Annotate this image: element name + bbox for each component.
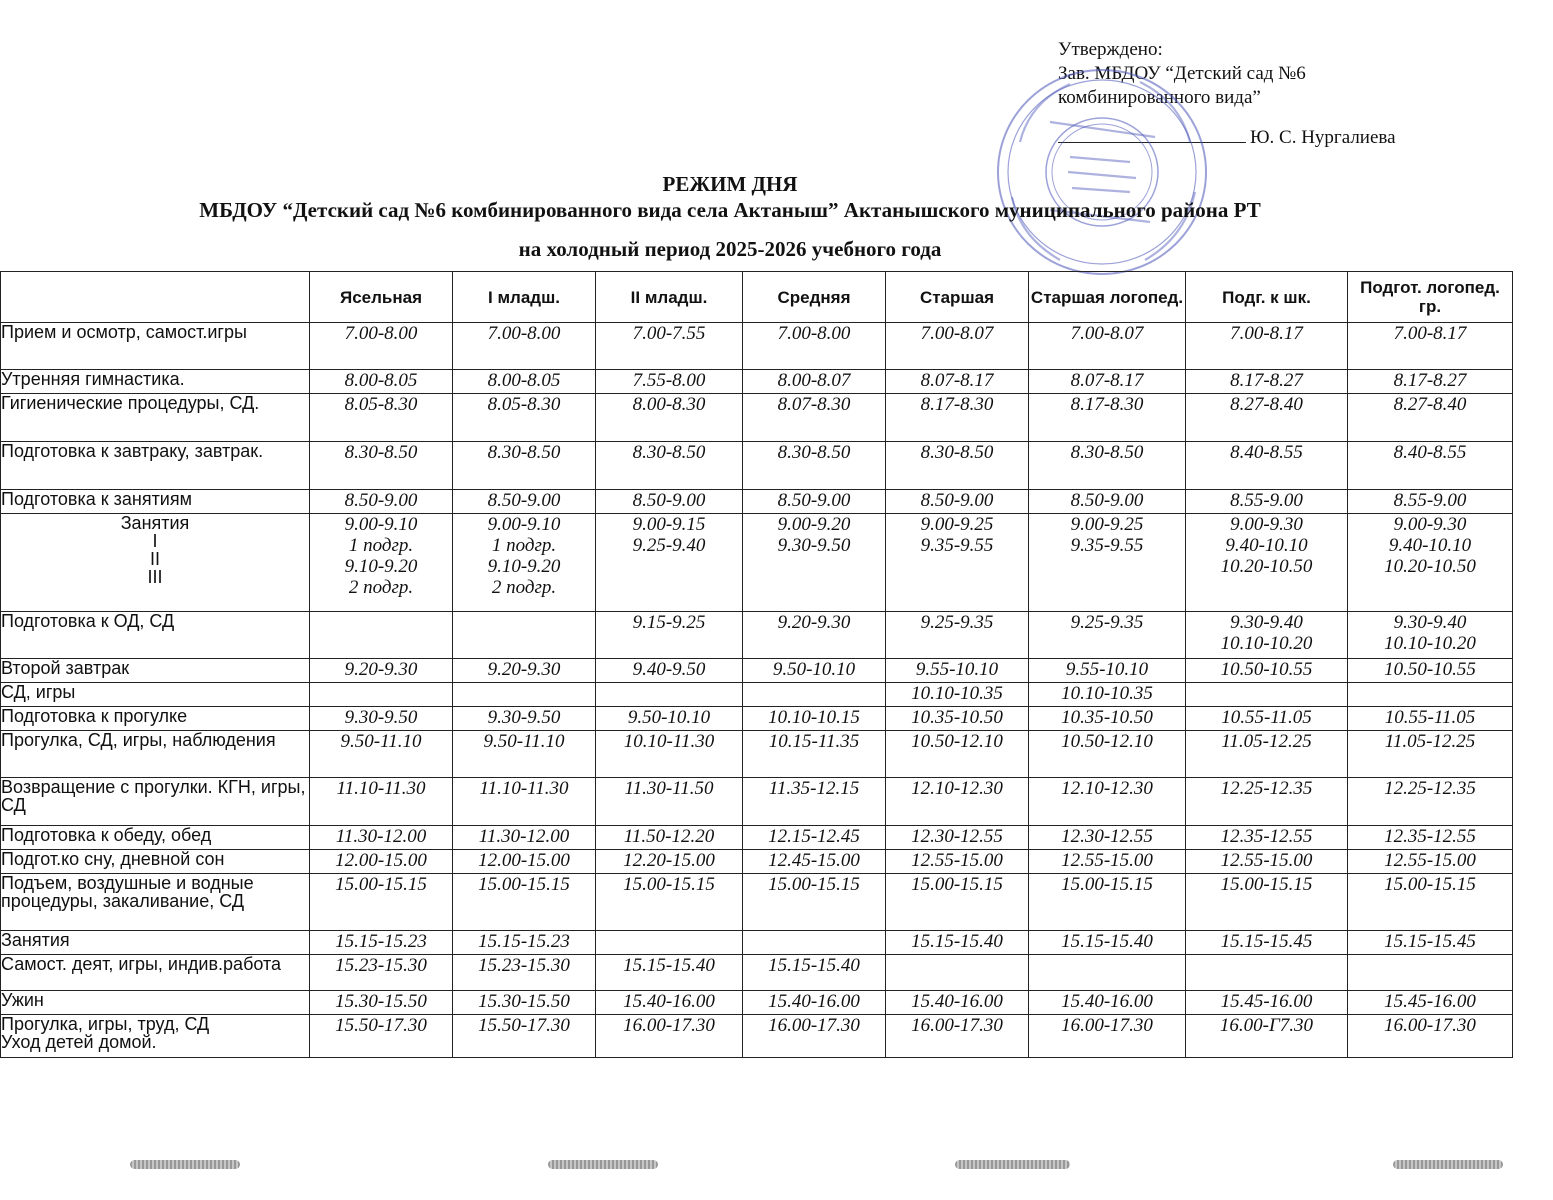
time-cell: 9.20-9.30 [453,659,596,683]
table-row [1,394,1513,442]
time-cell: 12.35-12.55 [1186,826,1348,850]
time-cell: 15.00-15.15 [1029,874,1186,931]
time-cell: 8.17-8.27 [1186,370,1348,394]
table-row [1,323,1513,370]
time-cell [1186,683,1348,707]
time-cell: 8.00-8.30 [596,394,743,442]
time-cell: 9.55-10.10 [1029,659,1186,683]
time-cell: 15.40-16.00 [743,991,886,1015]
time-cell: 12.30-12.55 [886,826,1029,850]
time-cell: 9.50-10.10 [743,659,886,683]
time-cell: 9.50-11.10 [310,731,453,778]
time-cell: 8.30-8.50 [596,442,743,490]
time-cell [596,931,743,955]
scan-artifact [1393,1160,1503,1169]
time-cell: 12.25-12.35 [1186,778,1348,826]
time-cell: 15.23-15.30 [453,955,596,991]
activity-cell: Подготовка к завтраку, завтрак. [1,442,310,490]
time-cell: 12.55-15.00 [1348,850,1513,874]
time-cell: 15.00-15.15 [743,874,886,931]
time-cell: 8.00-8.05 [310,370,453,394]
time-cell: 11.30-11.50 [596,778,743,826]
time-cell: 16.00-Г7.30 [1186,1015,1348,1058]
time-cell: 10.35-10.50 [1029,707,1186,731]
time-cell: 11.10-11.30 [310,778,453,826]
header-cell-activity [1,272,310,323]
time-cell: 16.00-17.30 [1029,1015,1186,1058]
time-cell: 7.00-8.17 [1348,323,1513,370]
time-cell: 9.00-9.10 1 подгр. 9.10-9.20 2 подгр. [453,514,596,612]
time-cell: 7.00-7.55 [596,323,743,370]
header-cell-nursery: Ясельная [310,272,453,323]
time-cell: 12.55-15.00 [1186,850,1348,874]
activity-cell: Подготовка к ОД, СД [1,612,310,659]
scan-artifact [130,1160,240,1169]
time-cell: 15.00-15.15 [596,874,743,931]
time-cell [743,683,886,707]
time-cell: 12.00-15.00 [310,850,453,874]
approver-name: Ю. С. Нургалиева [1250,127,1396,148]
time-cell: 12.10-12.30 [886,778,1029,826]
activity-cell: Занятия [1,931,310,955]
time-cell: 9.00-9.25 9.35-9.55 [886,514,1029,612]
period-title: на холодный период 2025-2026 учебного года [518,237,942,261]
approval-position-line2: комбинированного вида” [1058,87,1261,108]
time-cell: 9.55-10.10 [886,659,1029,683]
header-row [1,272,1513,323]
time-cell: 10.15-11.35 [743,731,886,778]
table-row [1,874,1513,931]
time-cell: 12.55-15.00 [1029,850,1186,874]
time-cell: 15.00-15.15 [1186,874,1348,931]
time-cell: 10.10-10.35 [886,683,1029,707]
activity-cell: Возвращение с прогулки. КГН, игры, СД [1,778,310,826]
time-cell: 9.00-9.10 1 подгр. 9.10-9.20 2 подгр. [310,514,453,612]
time-cell: 9.25-9.35 [1029,612,1186,659]
time-cell: 16.00-17.30 [886,1015,1029,1058]
time-cell: 7.00-8.07 [886,323,1029,370]
table-row [1,442,1513,490]
activity-cell: Второй завтрак [1,659,310,683]
time-cell [1348,955,1513,991]
time-cell: 12.30-12.55 [1029,826,1186,850]
time-cell: 15.30-15.50 [453,991,596,1015]
table-row [1,778,1513,826]
table-row [1,955,1513,991]
time-cell: 9.30-9.50 [453,707,596,731]
time-cell: 8.17-8.30 [1029,394,1186,442]
time-cell: 12.10-12.30 [1029,778,1186,826]
time-cell: 9.30-9.50 [310,707,453,731]
activity-cell: Подъем, воздушные и водные процедуры, закаливание, СД [1,874,310,931]
time-cell: 10.50-10.55 [1186,659,1348,683]
time-cell: 15.15-15.23 [310,931,453,955]
time-cell: 15.00-15.15 [886,874,1029,931]
signature-row [1058,124,1528,150]
time-cell: 15.00-15.15 [453,874,596,931]
time-cell [1348,683,1513,707]
time-cell: 12.20-15.00 [596,850,743,874]
time-cell: 15.40-16.00 [886,991,1029,1015]
time-cell: 12.55-15.00 [886,850,1029,874]
time-cell: 8.17-8.30 [886,394,1029,442]
time-cell: 8.30-8.50 [886,442,1029,490]
page-title: РЕЖИМ ДНЯ [662,172,798,196]
time-cell: 10.50-12.10 [886,731,1029,778]
time-cell: 9.30-9.40 10.10-10.20 [1348,612,1513,659]
time-cell: 9.25-9.35 [886,612,1029,659]
time-cell [596,683,743,707]
time-cell: 10.10-11.30 [596,731,743,778]
time-cell: 8.05-8.30 [310,394,453,442]
table-row [1,991,1513,1015]
time-cell [453,612,596,659]
time-cell [453,683,596,707]
time-cell: 8.50-9.00 [743,490,886,514]
time-cell: 15.30-15.50 [310,991,453,1015]
time-cell: 8.30-8.50 [310,442,453,490]
time-cell: 9.20-9.30 [310,659,453,683]
time-cell: 16.00-17.30 [1348,1015,1513,1058]
time-cell: 9.00-9.30 9.40-10.10 10.20-10.50 [1186,514,1348,612]
time-cell: 10.50-12.10 [1029,731,1186,778]
activity-cell: Подготовка к обеду, обед [1,826,310,850]
time-cell: 15.00-15.15 [310,874,453,931]
header-cell-junior-1: I младш. [453,272,596,323]
header-cell-junior-2: II младш. [596,272,743,323]
activity-cell: Самост. деят, игры, индив.работа [1,955,310,991]
table-row [1,707,1513,731]
time-cell: 8.00-8.05 [453,370,596,394]
time-cell: 15.50-17.30 [453,1015,596,1058]
time-cell: 9.00-9.15 9.25-9.40 [596,514,743,612]
time-cell: 11.30-12.00 [310,826,453,850]
table-row [1,612,1513,659]
time-cell: 10.55-11.05 [1348,707,1513,731]
time-cell: 9.40-9.50 [596,659,743,683]
time-cell: 11.10-11.30 [453,778,596,826]
time-cell: 15.00-15.15 [1348,874,1513,931]
time-cell: 8.50-9.00 [596,490,743,514]
table-row [1,1015,1513,1058]
activity-cell: Занятия I II III [1,514,310,612]
time-cell: 15.15-15.40 [596,955,743,991]
time-cell: 9.00-9.25 9.35-9.55 [1029,514,1186,612]
time-cell: 10.55-11.05 [1186,707,1348,731]
time-cell: 16.00-17.30 [743,1015,886,1058]
approval-label: Утверждено: [1058,39,1163,60]
time-cell: 11.35-12.15 [743,778,886,826]
time-cell: 8.07-8.30 [743,394,886,442]
time-cell: 8.40-8.55 [1348,442,1513,490]
scan-artifact [548,1160,658,1169]
table-row [1,731,1513,778]
table-row [1,490,1513,514]
table-row [1,850,1513,874]
time-cell: 9.50-10.10 [596,707,743,731]
time-cell: 15.45-16.00 [1186,991,1348,1015]
institution-title: МБДОУ “Детский сад №6 комбинированного вида села Актаныш” Актанышского муниципального района РТ [199,198,1261,222]
time-cell [310,612,453,659]
time-cell: 8.50-9.00 [886,490,1029,514]
activity-cell: СД, игры [1,683,310,707]
time-cell: 15.15-15.45 [1348,931,1513,955]
schedule-body [1,323,1513,1058]
activity-cell: Прогулка, игры, труд, СД Уход детей домой. [1,1015,310,1058]
header-cell-preschool: Подг. к шк. [1186,272,1348,323]
time-cell: 9.20-9.30 [743,612,886,659]
time-cell: 8.40-8.55 [1186,442,1348,490]
time-cell: 15.45-16.00 [1348,991,1513,1015]
time-cell: 15.15-15.40 [1029,931,1186,955]
approval-position-line1: Зав. МБДОУ “Детский сад №6 [1058,63,1306,84]
time-cell: 8.00-8.07 [743,370,886,394]
activity-cell: Ужин [1,991,310,1015]
time-cell: 7.00-8.17 [1186,323,1348,370]
time-cell: 10.35-10.50 [886,707,1029,731]
time-cell: 10.10-10.15 [743,707,886,731]
table-row [1,659,1513,683]
time-cell: 7.00-8.00 [453,323,596,370]
table-row [1,826,1513,850]
time-cell: 7.00-8.00 [743,323,886,370]
activity-cell: Гигиенические процедуры, СД. [1,394,310,442]
time-cell: 11.05-12.25 [1186,731,1348,778]
time-cell: 10.50-10.55 [1348,659,1513,683]
time-cell: 8.50-9.00 [1029,490,1186,514]
time-cell: 8.55-9.00 [1348,490,1513,514]
time-cell: 15.15-15.23 [453,931,596,955]
time-cell: 7.00-8.07 [1029,323,1186,370]
table-row [1,370,1513,394]
approval-block [1058,38,1528,150]
time-cell: 8.30-8.50 [1029,442,1186,490]
time-cell [1186,955,1348,991]
time-cell: 7.00-8.00 [310,323,453,370]
time-cell: 8.17-8.27 [1348,370,1513,394]
activity-cell: Подготовка к прогулке [1,707,310,731]
time-cell: 12.35-12.55 [1348,826,1513,850]
time-cell: 9.15-9.25 [596,612,743,659]
time-cell: 12.00-15.00 [453,850,596,874]
time-cell [310,683,453,707]
time-cell: 8.07-8.17 [886,370,1029,394]
time-cell: 9.50-11.10 [453,731,596,778]
time-cell [886,955,1029,991]
table-row [1,931,1513,955]
time-cell: 16.00-17.30 [596,1015,743,1058]
time-cell [1029,955,1186,991]
time-cell: 12.45-15.00 [743,850,886,874]
activity-cell: Прогулка, СД, игры, наблюдения [1,731,310,778]
time-cell: 8.07-8.17 [1029,370,1186,394]
time-cell: 8.30-8.50 [743,442,886,490]
scan-artifact [955,1160,1070,1169]
activity-cell: Подгот.ко сну, дневной сон [1,850,310,874]
time-cell: 15.40-16.00 [1029,991,1186,1015]
activity-cell: Подготовка к занятиям [1,490,310,514]
time-cell: 8.50-9.00 [453,490,596,514]
time-cell: 15.15-15.40 [743,955,886,991]
header-cell-preschool-speech: Подгот. логопед. гр. [1348,272,1513,323]
header-cell-senior-speech: Старшая логопед. [1029,272,1186,323]
time-cell [743,931,886,955]
time-cell: 11.50-12.20 [596,826,743,850]
time-cell: 12.25-12.35 [1348,778,1513,826]
time-cell: 15.50-17.30 [310,1015,453,1058]
activity-cell: Утренняя гимнастика. [1,370,310,394]
activity-cell: Прием и осмотр, самост.игры [1,323,310,370]
time-cell: 11.05-12.25 [1348,731,1513,778]
header-cell-senior: Старшая [886,272,1029,323]
time-cell: 11.30-12.00 [453,826,596,850]
header-cell-middle: Средняя [743,272,886,323]
time-cell: 15.40-16.00 [596,991,743,1015]
time-cell: 10.10-10.35 [1029,683,1186,707]
table-row [1,683,1513,707]
time-cell: 9.30-9.40 10.10-10.20 [1186,612,1348,659]
schedule-table [0,271,1513,1058]
time-cell: 8.05-8.30 [453,394,596,442]
table-row [1,514,1513,612]
time-cell: 9.00-9.20 9.30-9.50 [743,514,886,612]
time-cell: 7.55-8.00 [596,370,743,394]
time-cell: 15.15-15.40 [886,931,1029,955]
signature-line [1058,124,1246,143]
time-cell: 8.30-8.50 [453,442,596,490]
time-cell: 15.23-15.30 [310,955,453,991]
time-cell: 12.15-12.45 [743,826,886,850]
time-cell: 9.00-9.30 9.40-10.10 10.20-10.50 [1348,514,1513,612]
time-cell: 8.55-9.00 [1186,490,1348,514]
time-cell: 8.27-8.40 [1186,394,1348,442]
time-cell: 8.50-9.00 [310,490,453,514]
time-cell: 15.15-15.45 [1186,931,1348,955]
time-cell: 8.27-8.40 [1348,394,1513,442]
